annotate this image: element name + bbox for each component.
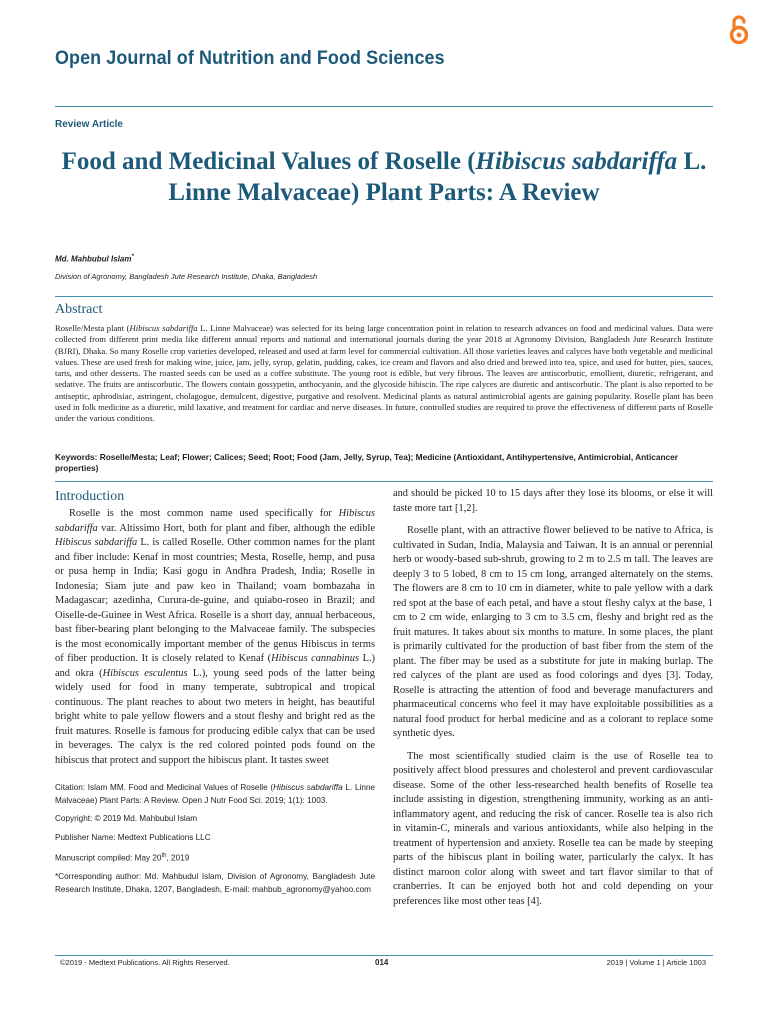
open-access-icon [728, 14, 750, 46]
intro-divider [55, 481, 713, 482]
page-number: 014 [375, 958, 389, 967]
corresponding-author: *Corresponding author: Md. Mahbudul Islam, Division of Agronomy, Bangladesh Jute Research Institute, Dhaka, 1207, Bangladesh, E-mail: mahbub_agronomy@yahoo.com [55, 872, 375, 894]
footer-volume: 2019 | Volume 1 | Article 1003 [606, 958, 706, 967]
author-name: Md. Mahbubul Islam* [55, 254, 134, 264]
introduction-heading: Introduction [55, 489, 125, 504]
abstract-text: Roselle/Mesta plant (Hibiscus sabdariffa L. Linne Malvaceae) was selected for its being large concentration point in relation to research advances on food and medicinal values. Data were collected from different print media like different annual reports and national and international journals during the year 2018 at Agronomy Division, Bangladesh Jute Research Institute (BJRI), Dhaka. So many Roselle crop varieties developed, released and used at farm level for commercial cultivation. All those varieties leaves and calyces have both vegetable and medicinal values. These are used fresh for making wine, juice, jam, jelly, syrup, gelatin, pudding, cakes, ice cream and flavors and also dried and brewed into tea, spice, and used for butter, pies, sauces, tarts, and other desserts. The roasted seeds can be used as a coffee substitute. The young root is edible, but very fibrous. The leaves are antiscorbutic, emollient, diuretic, refrigerant, and sedative. The fruits are antiscorbutic. The flowers contain gossypetin, anthocyanin, and the glycoside hibiscin. The ripe calyces are diuretic and antiscorbutic. The plant is also reported to be antiseptic, aphrodisiac, astringent, cholagogue, demulcent, digestive, purgative and resolvent. Medicinal plants as natural antimicrobial agents are gaining popularity. Roselle plant has been used in folk medicine as a diuretic, mild laxative, and treatment for cardiac and nerve diseases. In future, controlled studies are required to prove the effectiveness of different parts of Roselle under the various conditions. [55, 323, 713, 424]
author-affiliation: Division of Agronomy, Bangladesh Jute Research Institute, Dhaka, Bangladesh [55, 272, 318, 281]
abstract-divider [55, 296, 713, 297]
keywords: Keywords: Roselle/Mesta; Leaf; Flower; Calices; Seed; Root; Food (Jam, Jelly, Syrup, Tea); Medicine (Antioxidant, Antihypertensive, Antimicrobial, Anticancer properties) [55, 452, 678, 473]
article-title: Food and Medicinal Values of Roselle (Hibiscus sabdariffa L. Linne Malvaceae) Plant Parts: A Review [61, 148, 707, 206]
copyright: Copyright: © 2019 Md. Mahbubul Islam [55, 814, 198, 823]
footer-copyright: ©2019 - Medtext Publications. All Rights Reserved. [60, 958, 230, 967]
intro-paragraph-3: The most scientifically studied claim is the use of Roselle tea to positively affect blood pressures and cholesterol and prevent cardiovascular disease. Some of the other less-researched health benefits of Roselle tea include assisting in digestion, strengthening immunity, working as an anti-inflammatory agent, and reducing the risk of cancer. Roselle tea is also rich in vitamin-C, minerals and various antioxidants, while also helping in the treatment of hypertension and anxiety. Roselle tea can be made by steeping parts of the hibiscus plant in boiling water, particularly the calyx. It has distinct maroon color along with sweet and tart flavor similar to that of cranberries. It can be enjoyed both hot and cold depending on your preferences like most other teas [4]. [393, 750, 713, 907]
abstract-heading: Abstract [55, 302, 103, 317]
intro-right-column [393, 487, 713, 909]
manuscript-date: Manuscript compiled: May 20th, 2019 [55, 853, 190, 863]
article-info-box [55, 782, 375, 896]
intro-left-column [55, 507, 375, 768]
intro-paragraph-continued: and should be picked 10 to 15 days after they lose its blooms, or else it will taste more tart [1,2]. [393, 488, 713, 514]
intro-paragraph-2: Roselle plant, with an attractive flower believed to be native to Africa, is cultivated in Sudan, India, Malaysia and Taiwan. It is an annual or perennial herb or woody-based sub-shrub, growing to 2 m to 2.5 m tall. The leaves are deeply 3 to 5 lobed, 8 cm to 15 cm long, arranged alternately on the stems. The flowers are 8 cm to 10 cm in diameter, white to pale yellow with a dark red spot at the base of each petal, and have a stout fleshy calyx at the base, 1 cm to 2 cm wide, enlarging to 3 cm to 3.5 cm, fleshy and bright red as the fruit matures. It takes about six months to mature. In some places, the plant is primarily cultivated for the production of bast fiber from the stem of the plant. The fiber may be used as a substitute for jute in making burlap. The red calyces of the plant are used as food colorings and dyes [3]. Today, Roselle is attracting the attention of food and beverage manufacturers and pharmaceutical concerns who feel it may have exploitable possibilities as a natural food product for herbal medicine and as a colorant to replace some synthetic dyes. [393, 525, 713, 739]
citation: Citation: Islam MM. Food and Medicinal Values of Roselle (Hibiscus sabdariffa L. Linne Malvaceae) Plant Parts: A Review. Open J Nutr Food Sci. 2019; 1(1): 1003. [55, 783, 375, 805]
journal-title: Open Journal of Nutrition and Food Sciences [55, 47, 445, 69]
intro-paragraph-1: Roselle is the most common name used specifically for Hibiscus sabdariffa var. Altissimo Hort, both for plant and fiber, although the edible Hibiscus sabdariffa L. is called Roselle. Other common names for the plant and fiber include: Kenaf in most countries; Mesta, Roselle, hemp, and pusa or pusa hemp in India; Kasi gogu in Andhra Pradesh, India; Roselle in Indonesia; Siam jute and paw keo in Thailand; voam bombazaha in Madagascar; azedinha, Curura-de-guine, and quiabo-roseo in Brazil; and Oiselle-de-Guinee in West Africa. Roselle is a short day, annual herbaceous, bast fiber-bearing plant belonging to the Malvaceae family. The subspecies is the most economically important member of the genus Hibiscus in terms of fiber production. It is closely related to Kenaf (Hibiscus cannabinus L.) and okra (Hibiscus esculentus L.), young seed pods of the latter being widely used for food in many temperate, subtropical and tropical continuous. The plant reaches to about two meters in height, has beautiful bright white to pale yellow flowers and a stout fleshy and bright red as the fruit matures. Roselle is famous for producing edible calyx that can be used in beverages. The calyx is the red colored pointed pods found on the hibiscus that protect and support the hibiscus plant. It tastes sweet [55, 508, 376, 766]
footer-divider [55, 955, 713, 956]
header-divider [55, 106, 713, 107]
publisher: Publisher Name: Medtext Publications LLC [55, 832, 211, 842]
article-type: Review Article [55, 119, 123, 130]
